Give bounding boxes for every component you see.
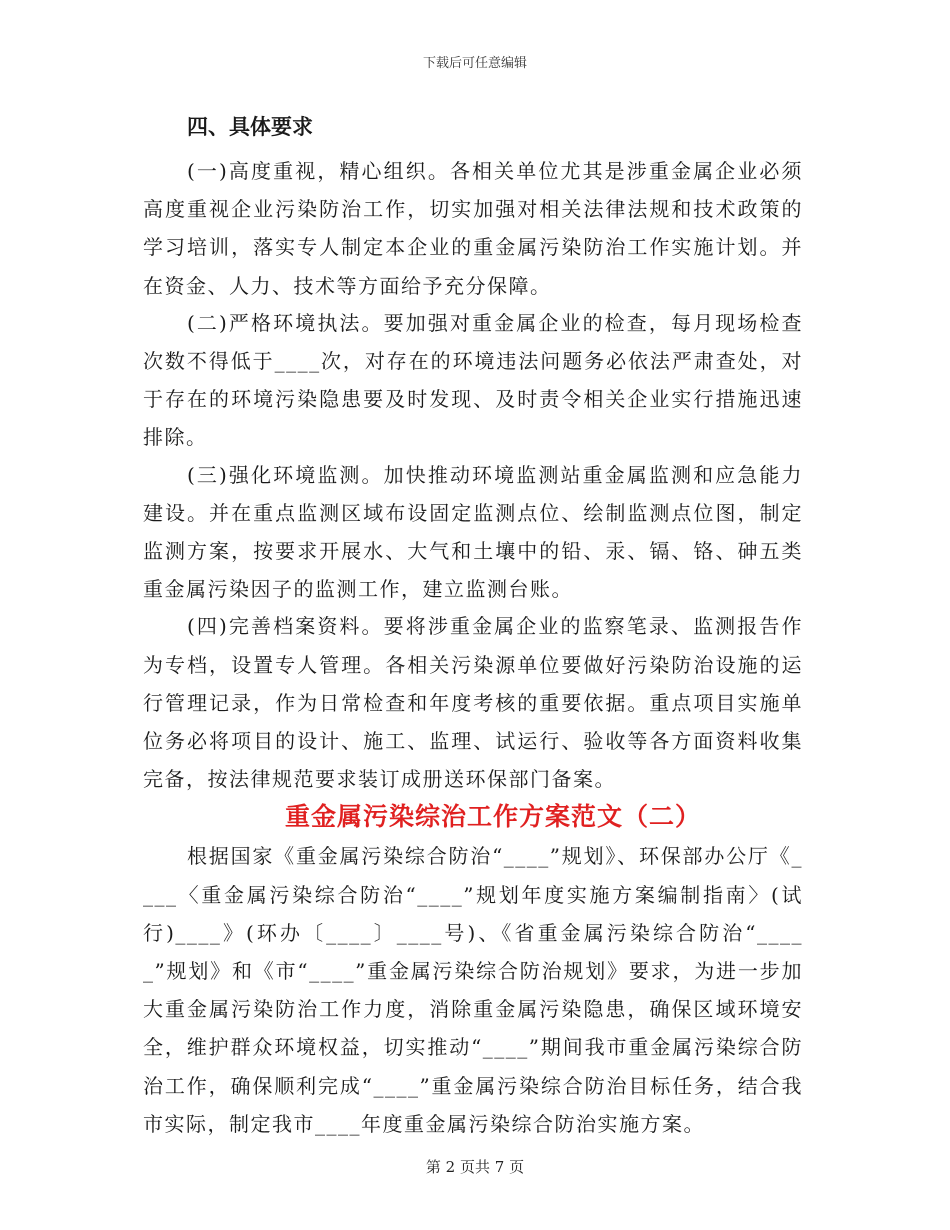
section-heading: 四、具体要求 bbox=[187, 114, 313, 139]
document-title: 重金属污染综治工作方案范文（二） bbox=[284, 802, 701, 832]
page-number: 第 2 页共 7 页 bbox=[425, 1158, 525, 1176]
paragraph-1: (一)高度重视，精心组织。各相关单位尤其是涉重金属企业必须高度重视企业污染防治工作，切实加强对相关法律法规和技术政策的学习培训，落实专人制定本企业的重金属污染防治工作实施计划。并在资金、人力、技术等方面给予充分保障。 bbox=[143, 159, 803, 298]
paragraph-3: (三)强化环境监测。加快推动环境监测站重金属监测和应急能力建设。并在重点监测区域布设固定监测点位、绘制监测点位图，制定监测方案，按要求开展水、大气和土壤中的铅、汞、镉、铬、砷五类重金属污染因子的监测工作，建立监测台账。 bbox=[143, 462, 803, 602]
header-note: 下载后可任意编辑 bbox=[422, 56, 527, 71]
paragraph-2: (二)严格环境执法。要加强对重金属企业的检查，每月现场检查次数不得低于____次，对存在的环境违法问题务必依法严肃查处，对于存在的环境污染隐患要及时发现、及时责令相关企业实行措施迅速排除。 bbox=[143, 310, 803, 450]
intro-paragraph: 根据国家《重金属污染综合防治“____”规划》、环保部办公厅《____〈重金属污染综合防治“____”规划年度实施方案编制指南〉(试行)____》(环办〔____〕____号)、《省重金属污染综合防治“_____”规划》和《市“____”重金属污染综合防治规划》要求，为进一步加大重金属污染防治工作力度，消除重金属污染隐患，确保区域环境安全，维护群众环境权益，切实推动“____”期间我市重金属污染综合防治工作，确保顺利完成“____”重金属污染综合防治目标任务，结合我市实际，制定我市____年度重金属污染综合防治实施方案。 bbox=[143, 844, 803, 1136]
document-body bbox=[143, 112, 803, 1142]
paragraph-4: (四)完善档案资料。要将涉重金属企业的监察笔录、监测报告作为专档，设置专人管理。各相关污染源单位要做好污染防治设施的运行管理记录，作为日常检查和年度考核的重要依据。重点项目实施单位务必将项目的设计、施工、监理、试运行、验收等各方面资料收集完备，按法律规范要求装订成册送环保部门备案。 bbox=[143, 614, 803, 792]
